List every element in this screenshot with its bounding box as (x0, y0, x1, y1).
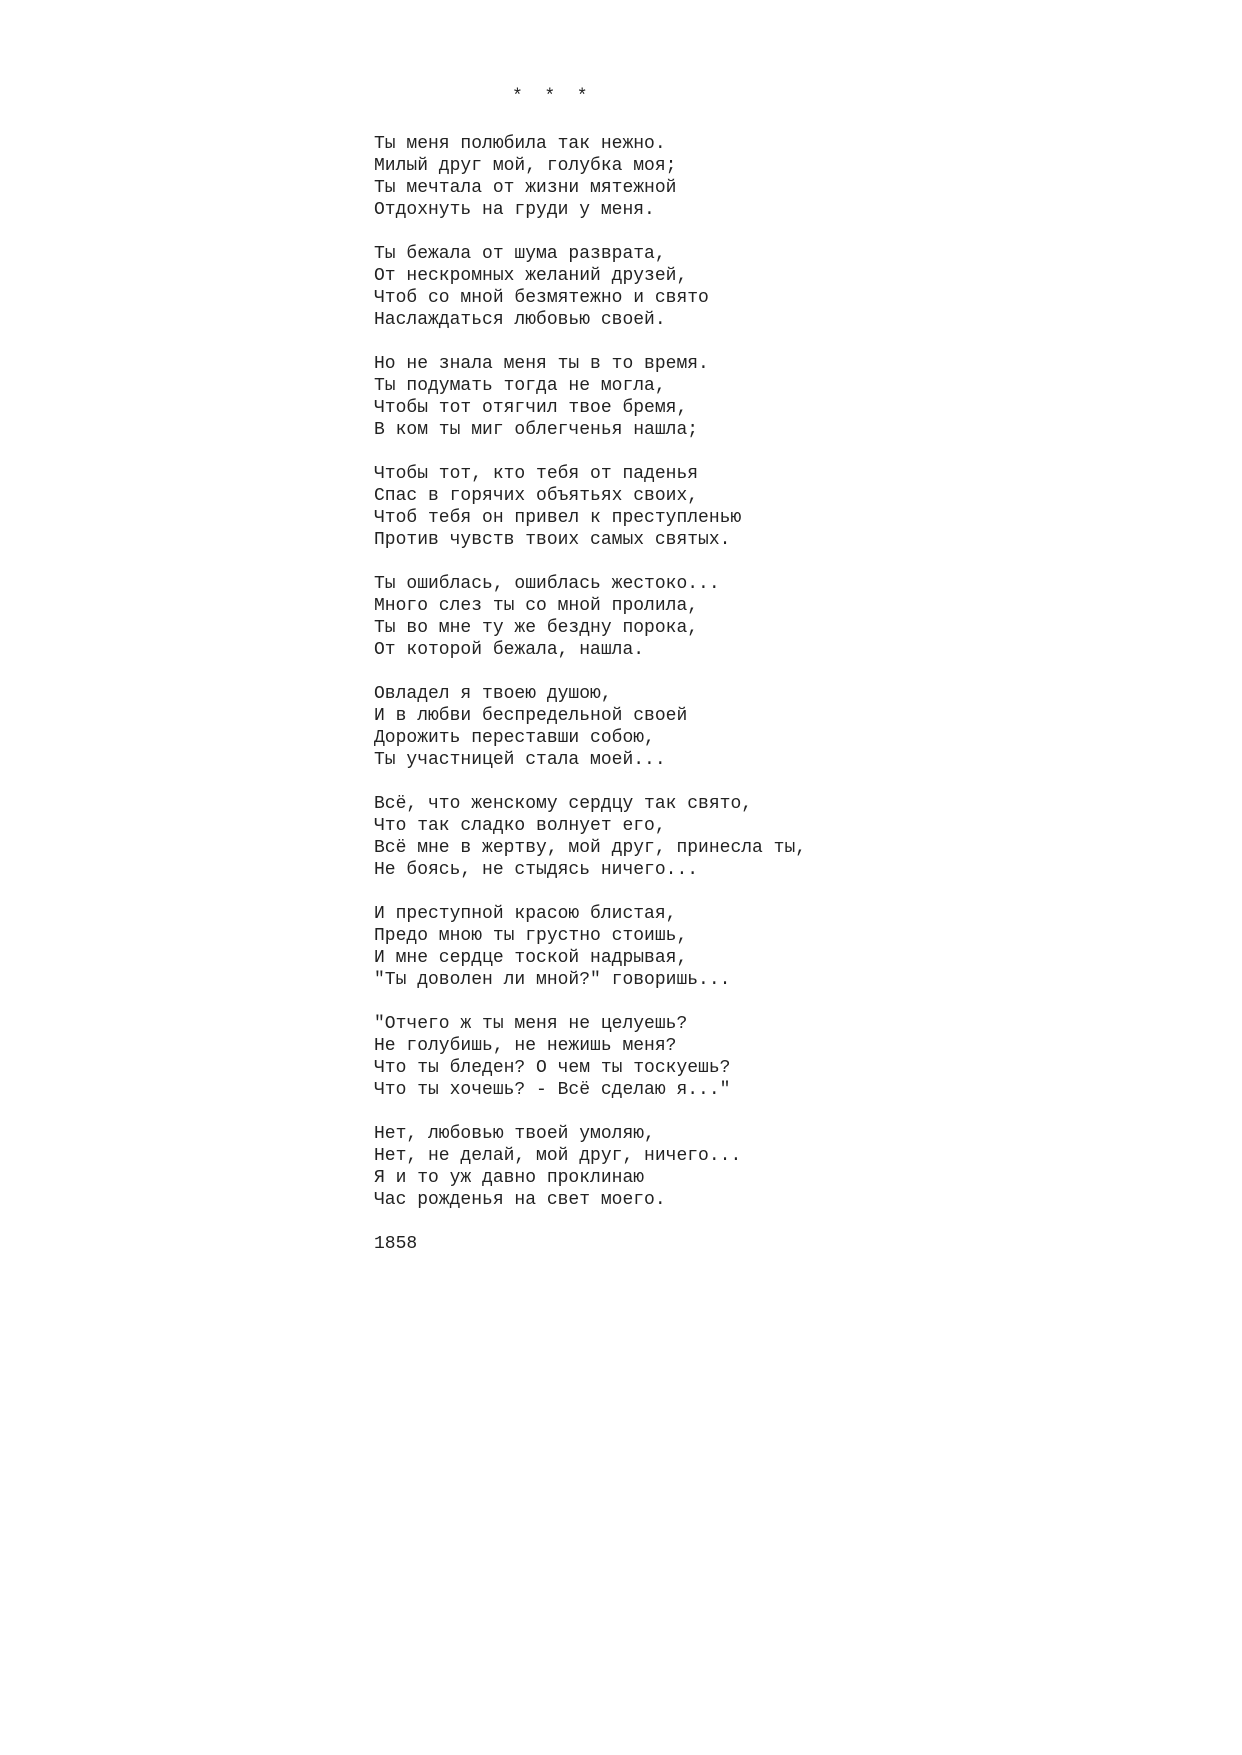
stanza-3 (374, 353, 1194, 441)
poem-line: И в любви беспредельной своей (374, 706, 688, 726)
poem-line: Нет, любовью твоей умоляю, (374, 1124, 655, 1144)
poem-line: Ты ошиблась, ошиблась жестоко... (374, 574, 720, 594)
poem-line: Всё, что женскому сердцу так свято, (374, 794, 753, 814)
poem-line: Нет, не делай, мой друг, ничего... (374, 1146, 742, 1166)
stanza-4 (374, 463, 1194, 551)
stanza-5 (374, 573, 1194, 661)
poem-line: Всё мне в жертву, мой друг, принесла ты, (374, 838, 807, 858)
stanza-7 (374, 793, 1194, 881)
stanza-9 (374, 1013, 1194, 1101)
poem-line: Спас в горячих объятьях своих, (374, 486, 699, 506)
poem-line: Много слез ты со мной пролила, (374, 596, 699, 616)
poem-line: И мне сердце тоской надрывая, (374, 948, 688, 968)
poem-line: Что ты хочешь? - Всё сделаю я..." (374, 1080, 731, 1100)
poem-line: Наслаждаться любовью своей. (374, 310, 666, 330)
poem-line: Час рожденья на свет моего. (374, 1190, 666, 1210)
poem (374, 133, 1194, 1255)
poem-line: Овладел я твоею душою, (374, 684, 612, 704)
poem-line: Чтоб со мной безмятежно и свято (374, 288, 709, 308)
poem-line: "Ты доволен ли мной?" говоришь... (374, 970, 731, 990)
poem-line: Чтоб тебя он привел к преступленью (374, 508, 742, 528)
poem-line: Дорожить переставши собою, (374, 728, 655, 748)
poem-line: Что ты бледен? О чем ты тоскуешь? (374, 1058, 731, 1078)
poem-line: Ты бежала от шума разврата, (374, 244, 666, 264)
poem-line: Милый друг мой, голубка моя; (374, 156, 677, 176)
poem-line: Ты участницей стала моей... (374, 750, 666, 770)
poem-year: 1858 (374, 1234, 418, 1254)
poem-line: Против чувств твоих самых святых. (374, 530, 731, 550)
poem-line: Отдохнуть на груди у меня. (374, 200, 655, 220)
poem-line: Ты меня полюбила так нежно. (374, 134, 666, 154)
stanza-2 (374, 243, 1194, 331)
poem-line: И преступной красою блистая, (374, 904, 677, 924)
poem-line: Предо мною ты грустно стоишь, (374, 926, 688, 946)
stanza-10 (374, 1123, 1194, 1211)
poem-line: Ты во мне ту же бездну порока, (374, 618, 699, 638)
poem-line: Ты подумать тогда не могла, (374, 376, 666, 396)
poem-line: Не боясь, не стыдясь ничего... (374, 860, 699, 880)
poem-line: От которой бежала, нашла. (374, 640, 645, 660)
poem-line: Но не знала меня ты в то время. (374, 354, 709, 374)
poem-line: От нескромных желаний друзей, (374, 266, 688, 286)
poem-line: В ком ты миг облегченья нашла; (374, 420, 699, 440)
poem-line: Что так сладко волнует его, (374, 816, 666, 836)
poem-line: Чтобы тот отягчил твое бремя, (374, 398, 688, 418)
stanza-8 (374, 903, 1194, 991)
poem-line: Чтобы тот, кто тебя от паденья (374, 464, 699, 484)
poem-line: Не голубишь, не нежишь меня? (374, 1036, 677, 1056)
stanza-6 (374, 683, 1194, 771)
asterism-divider: * * * (512, 87, 588, 107)
stanza-1 (374, 133, 1194, 221)
poem-line: Я и то уж давно проклинаю (374, 1168, 645, 1188)
poem-line: Ты мечтала от жизни мятежной (374, 178, 677, 198)
poem-line: "Отчего ж ты меня не целуешь? (374, 1014, 688, 1034)
